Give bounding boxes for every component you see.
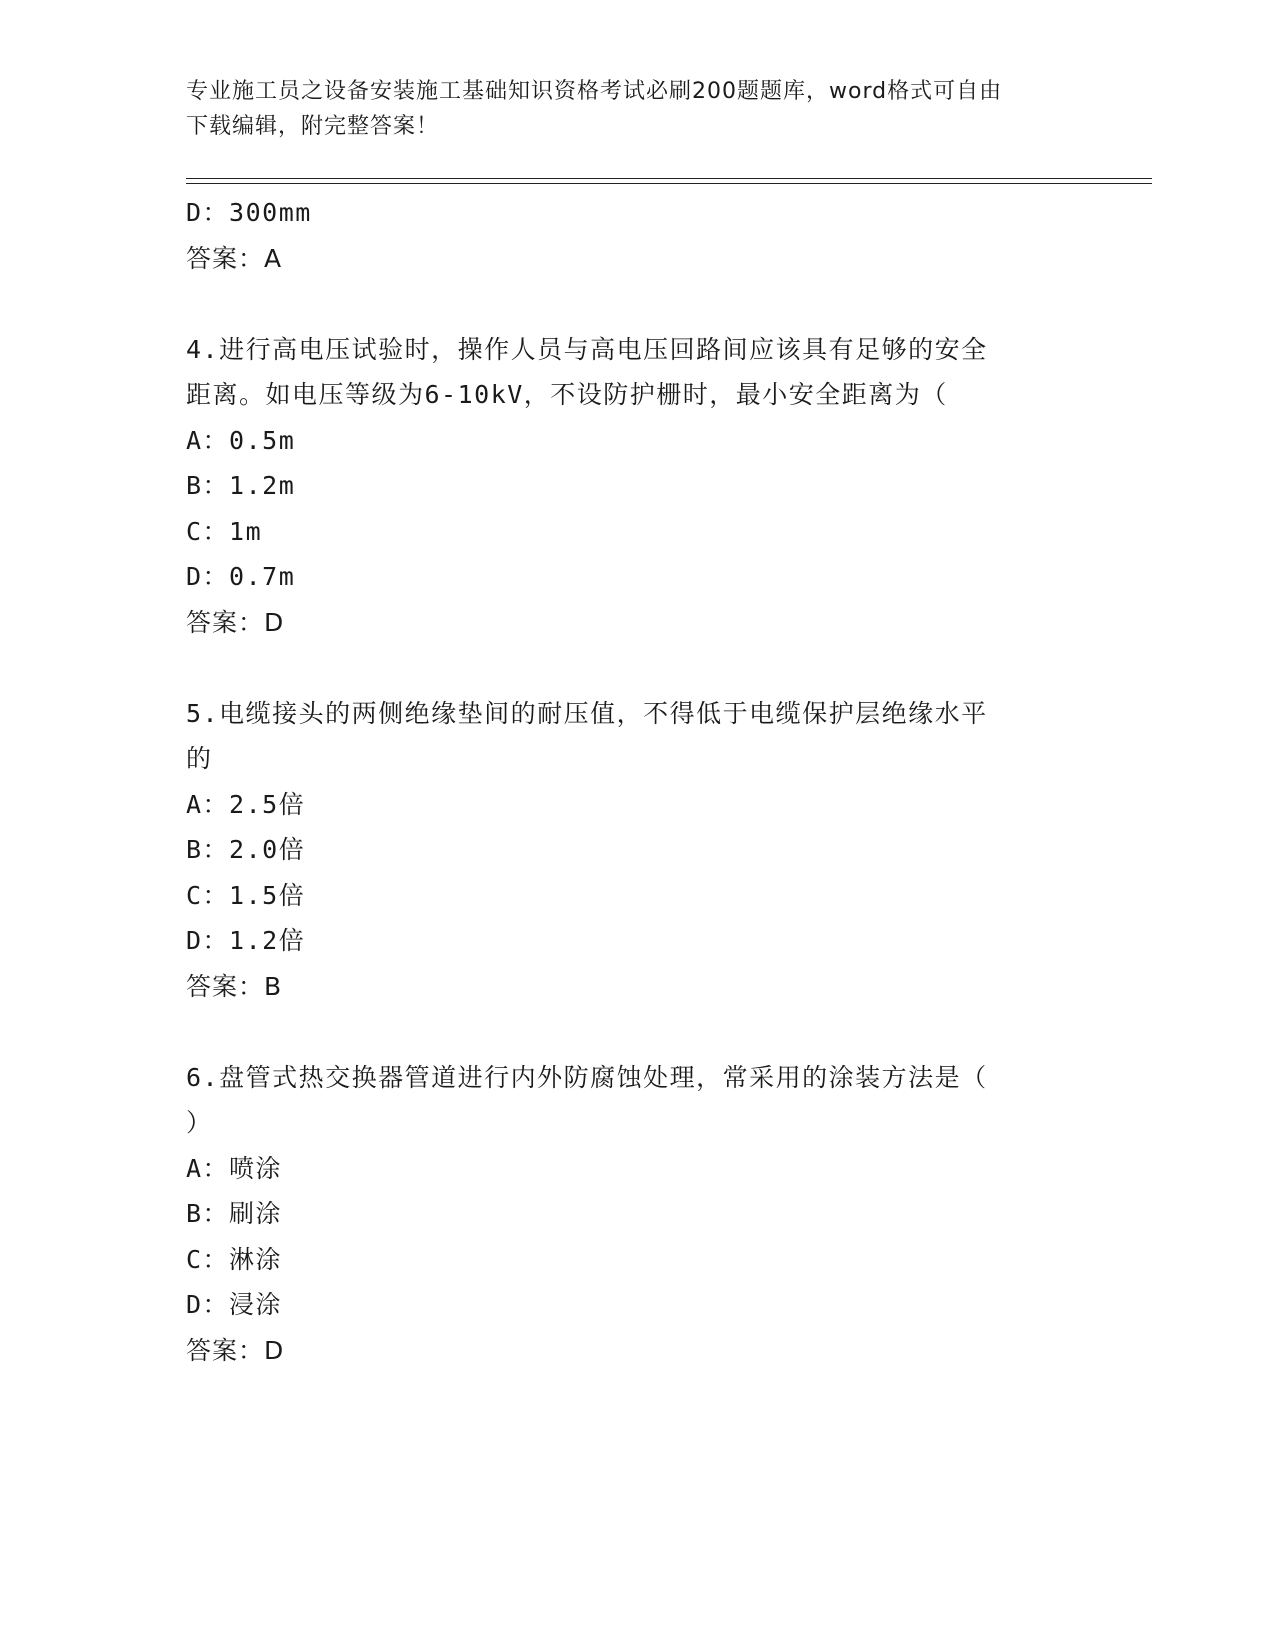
document-header [186,74,1066,144]
header-divider-top [186,178,1152,179]
question-4 [186,327,1086,646]
question-stem-line-1: 6.盘管式热交换器管道进行内外防腐蚀处理，常采用的涂装方法是（ [186,1062,988,1092]
spacer [186,1009,1086,1055]
option-d: D：300mm [186,198,312,227]
spacer [186,281,1086,327]
header-title-line-2: 下载编辑，附完整答案！ [186,114,440,139]
answer-text: 答案：D [186,607,285,637]
answer-text: 答案：A [186,243,283,273]
option-b: B：2.0倍 [186,835,306,864]
question-stem-line-2: 的 [186,744,213,773]
option-c: C：1.5倍 [186,880,306,910]
header-divider-bottom [186,183,1152,184]
header-title-line-1: 专业施工员之设备安装施工基础知识资格考试必刷200题题库，word格式可自由 [186,79,1003,104]
option-a: A：喷涂 [186,1153,283,1183]
previous-question-tail [186,190,1086,281]
option-a: A：0.5m [186,425,296,455]
option-d: D：浸涂 [186,1290,283,1319]
option-d: D：1.2倍 [186,926,306,955]
question-5 [186,691,1086,1010]
option-b: B：刷涂 [186,1199,283,1228]
answer-text: 答案：D [186,1335,285,1365]
question-stem-line-1: 5.电缆接头的两侧绝缘垫间的耐压值，不得低于电缆保护层绝缘水平 [186,698,988,728]
option-d: D：0.7m [186,562,296,591]
option-a: A：2.5倍 [186,789,306,819]
question-stem-line-2: 距离。如电压等级为6-10kV，不设防护栅时，最小安全距离为（ [186,380,948,409]
spacer [186,645,1086,691]
question-stem-line-1: 4.进行高电压试验时，操作人员与高电压回路间应该具有足够的安全 [186,334,988,364]
question-content [186,190,1086,1373]
question-stem-line-2: ） [186,1108,213,1137]
question-6 [186,1055,1086,1374]
option-b: B：1.2m [186,471,296,500]
answer-text: 答案：B [186,971,283,1001]
option-c: C：淋涂 [186,1244,283,1274]
option-c: C：1m [186,516,263,546]
